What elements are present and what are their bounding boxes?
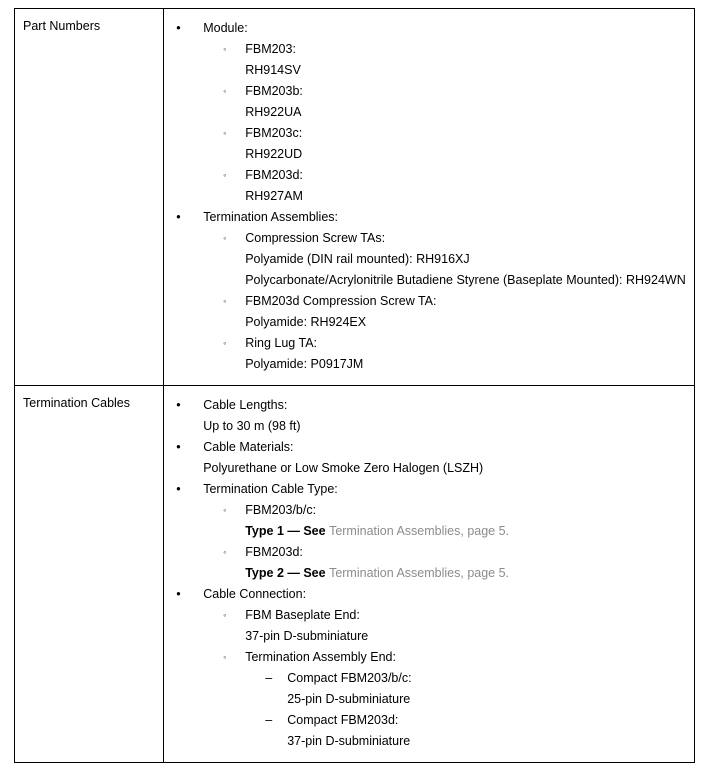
list-item-label: Ring Lug TA: xyxy=(245,336,318,350)
list-item-detail: Polycarbonate/Acrylonitrile Butadiene Styrene (Baseplate Mounted): RH924WN xyxy=(245,273,686,287)
list-item-label: FBM203: xyxy=(245,42,296,56)
list-item-detail: RH914SV xyxy=(245,63,301,77)
list-item xyxy=(176,437,688,479)
bullet-marker-icon: • xyxy=(176,440,181,454)
bullet-list-level-2 xyxy=(223,605,688,752)
list-item xyxy=(223,605,688,647)
list-item xyxy=(176,207,688,375)
list-item-label: FBM203d Compression Screw TA: xyxy=(245,294,437,308)
list-item-detail: RH922UD xyxy=(245,147,303,161)
detail-emphasis: Type 2 — See xyxy=(245,566,330,580)
row-label: Part Numbers xyxy=(23,19,101,33)
bullet-marker-icon: ◦ xyxy=(223,338,227,348)
bullet-marker-icon: ◦ xyxy=(223,610,227,620)
list-item xyxy=(176,395,688,437)
bullet-list-level-3 xyxy=(265,668,688,752)
list-item-detail: Polyamide: RH924EX xyxy=(245,315,367,329)
list-item-label: FBM203c: xyxy=(245,126,303,140)
row-content-cell xyxy=(164,9,695,386)
detail-emphasis: Type 1 — See xyxy=(245,524,330,538)
bullet-marker-icon: – xyxy=(265,713,273,727)
row-label-cell xyxy=(15,386,164,763)
list-item xyxy=(176,479,688,584)
bullet-marker-icon: • xyxy=(176,398,181,412)
bullet-list-level-2 xyxy=(223,39,688,207)
table-row xyxy=(15,386,695,763)
bullet-marker-icon: – xyxy=(265,671,273,685)
row-content xyxy=(164,9,694,385)
list-item xyxy=(223,500,688,542)
bullet-list-level-2 xyxy=(223,228,688,375)
list-item-label: Termination Assemblies: xyxy=(203,210,338,224)
list-item xyxy=(265,668,688,710)
bullet-marker-icon: • xyxy=(176,21,181,35)
list-item xyxy=(176,584,688,752)
list-item-detail: Up to 30 m (98 ft) xyxy=(203,419,301,433)
list-item xyxy=(176,18,688,207)
list-item-detail: Polyamide (DIN rail mounted): RH916XJ xyxy=(245,252,470,266)
list-item xyxy=(223,542,688,584)
cross-reference-link[interactable]: Termination Assemblies, page 5. xyxy=(329,524,510,538)
row-content xyxy=(164,386,694,762)
list-item-label: Module: xyxy=(203,21,248,35)
list-item-label: Compact FBM203/b/c: xyxy=(287,671,412,685)
list-item-label: Cable Lengths: xyxy=(203,398,288,412)
list-item-detail: 37-pin D-subminiature xyxy=(245,629,369,643)
row-label: Termination Cables xyxy=(23,396,130,410)
list-item-label: FBM Baseplate End: xyxy=(245,608,360,622)
row-label-cell xyxy=(15,9,164,386)
list-item xyxy=(223,647,688,752)
list-item-detail: 37-pin D-subminiature xyxy=(287,734,411,748)
bullet-marker-icon: • xyxy=(176,587,181,601)
list-item-label: FBM203b: xyxy=(245,84,303,98)
list-item xyxy=(223,228,688,291)
list-item-label: Termination Cable Type: xyxy=(203,482,338,496)
list-item xyxy=(223,123,688,165)
list-item-detail: 25-pin D-subminiature xyxy=(287,692,411,706)
list-item-label: Compression Screw TAs: xyxy=(245,231,386,245)
bullet-list-level-1 xyxy=(176,395,688,752)
bullet-marker-icon: ◦ xyxy=(223,44,227,54)
list-item-label: FBM203/b/c: xyxy=(245,503,317,517)
bullet-marker-icon: ◦ xyxy=(223,296,227,306)
list-item-label: Cable Materials: xyxy=(203,440,294,454)
list-item xyxy=(223,39,688,81)
list-item-detail xyxy=(245,563,688,584)
list-item xyxy=(223,333,688,375)
list-item-label: Cable Connection: xyxy=(203,587,307,601)
list-item xyxy=(265,710,688,752)
bullet-list-level-1 xyxy=(176,18,688,375)
table-row xyxy=(15,9,695,386)
bullet-marker-icon: • xyxy=(176,210,181,224)
bullet-marker-icon: ◦ xyxy=(223,547,227,557)
list-item xyxy=(223,291,688,333)
list-item-label: FBM203d: xyxy=(245,168,303,182)
list-item-detail: RH922UA xyxy=(245,105,302,119)
table-body xyxy=(15,9,695,763)
list-item-detail: Polyurethane or Low Smoke Zero Halogen (LSZH) xyxy=(203,461,484,475)
list-item-detail xyxy=(245,521,688,542)
list-item-detail: RH927AM xyxy=(245,189,303,203)
bullet-marker-icon: ◦ xyxy=(223,652,227,662)
bullet-marker-icon: ◦ xyxy=(223,128,227,138)
bullet-marker-icon: • xyxy=(176,482,181,496)
cross-reference-link[interactable]: Termination Assemblies, page 5. xyxy=(329,566,510,580)
list-item-label: Compact FBM203d: xyxy=(287,713,399,727)
list-item xyxy=(223,165,688,207)
bullet-list-level-2 xyxy=(223,500,688,584)
list-item-detail: Polyamide: P0917JM xyxy=(245,357,364,371)
bullet-marker-icon: ◦ xyxy=(223,505,227,515)
list-item-label: Termination Assembly End: xyxy=(245,650,396,664)
specifications-table xyxy=(14,8,695,763)
bullet-marker-icon: ◦ xyxy=(223,233,227,243)
bullet-marker-icon: ◦ xyxy=(223,86,227,96)
list-item xyxy=(223,81,688,123)
list-item-label: FBM203d: xyxy=(245,545,303,559)
bullet-marker-icon: ◦ xyxy=(223,170,227,180)
row-content-cell xyxy=(164,386,695,763)
